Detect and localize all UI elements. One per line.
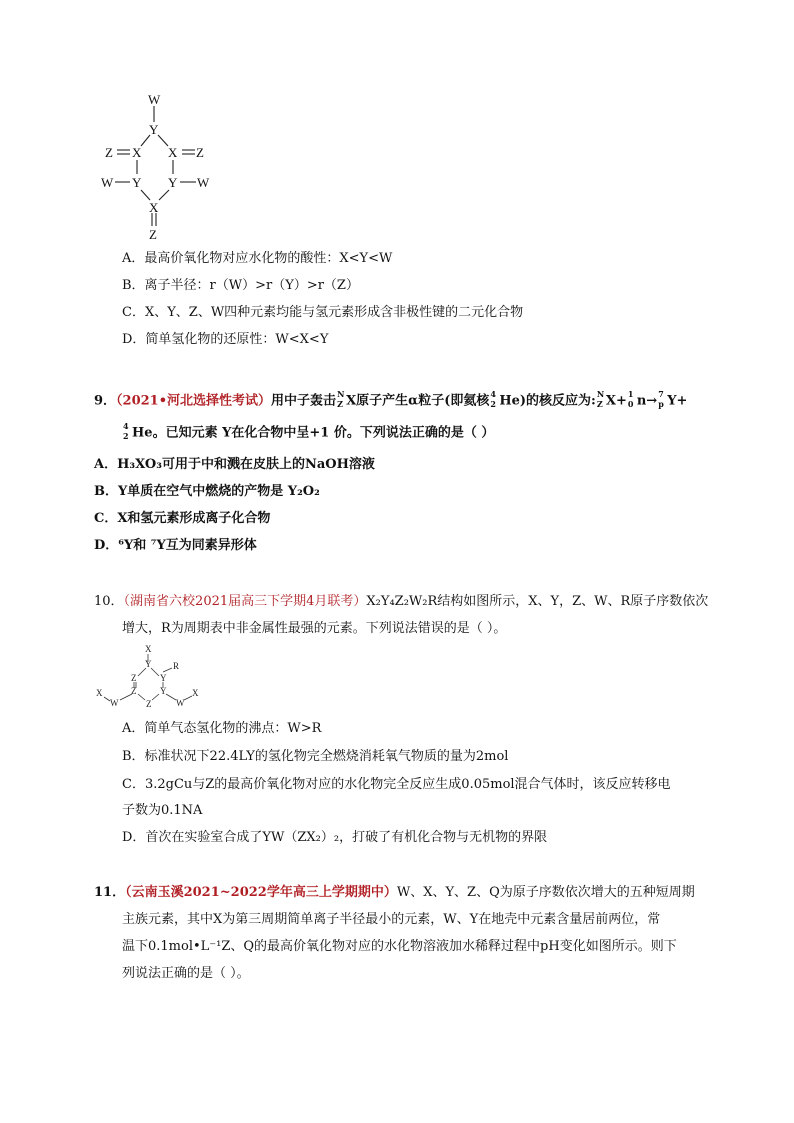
nuclide-atomic: p (658, 399, 664, 409)
struct2-atom-w-right: W (176, 698, 185, 708)
q9-stem-line1 (94, 389, 688, 411)
nuclide-atomic: 0 (627, 399, 634, 409)
q11-stem-line3: 温下0.1mol•L⁻¹Z、Q的最高价氧化物对应的水化物溶液加水稀释过程中pH变化如图所示。则下 (122, 939, 677, 954)
struct2-atom-y-top: Y (145, 659, 152, 669)
q11-stem-line4: 列说法正确的是（ ）。 (122, 966, 250, 981)
q9-number: 9． (94, 393, 117, 409)
q10-stem-line1 (94, 593, 708, 611)
q9-eq-symbol-1: X+ (605, 393, 627, 409)
q9-nuclide-x (336, 389, 346, 410)
struct1-atom-y-right: Y (168, 175, 178, 190)
q10-option-d: D．首次在实验室合成了YW（ZX₂）₂，打破了有机化合物与无机物的界限 (122, 830, 548, 845)
nuclide-mass: 7 (658, 389, 664, 399)
q9-text-b: 原子产生 (356, 393, 409, 409)
nuclide-atomic: Z (596, 399, 603, 409)
q9-nuclide-he (489, 389, 499, 410)
q9-text-d: )的核反应为: (519, 393, 596, 409)
struct1-atom-y-left: Y (132, 175, 142, 190)
q11-stem-line2: 主族元素，其中X为第三周期简单离子半径最小的元素，W、Y在地壳中元素含量居前两位，常 (122, 912, 661, 927)
q10-option-c: C．3.2gCu与Z的最高价氧化物对应的水化物完全反应生成0.05mol混合气体时，该反应转移电 (122, 777, 671, 792)
q10-option-b: B．标准状况下22.4LY的氢化物完全燃烧消耗氧气物质的量为2mol (122, 749, 509, 764)
nuclide-atomic: Z (337, 399, 343, 409)
q9-alpha: α (408, 393, 419, 409)
q9-eq-symbol-3: Y+ (667, 393, 688, 409)
q10-option-a: A．简单气态氢化物的沸点：W>R (122, 721, 322, 736)
q9-text-c: 粒子(即氦核 (418, 393, 490, 409)
q8-option-a: A．最高价氧化物对应水化物的酸性：X<Y<W (122, 251, 393, 266)
q8-option-d: D．简单氢化物的还原性：W<X<Y (122, 332, 329, 347)
structure-svg-2 (92, 644, 204, 710)
struct2-atom-x-top: X (145, 644, 152, 654)
struct2-atom-z-bottom: Z (146, 699, 152, 709)
q9-stem-line2 (122, 421, 495, 443)
struct1-atom-y-top: Y (149, 122, 159, 137)
q9-text-a: 用中子轰击 (271, 393, 337, 409)
struct2-atom-w-left: W (110, 698, 119, 708)
q10-number: 10． (94, 594, 124, 609)
q10-source: （湖南省六校2021届高三下学期4月联考） (123, 594, 367, 609)
struct1-atom-z-left: Z (105, 145, 113, 160)
structure-diagram-1 (95, 92, 225, 244)
q9-nuclide-he-symbol: He (499, 393, 520, 409)
q9-eq-symbol-4: He (132, 425, 153, 441)
q9-option-a: A．H₃XO₃可用于中和溅在皮肤上的NaOH溶液 (94, 457, 375, 472)
struct2-atom-x-left: X (96, 688, 103, 698)
struct1-atom-x-right: X (168, 145, 178, 160)
struct1-atom-w-right: W (197, 175, 210, 190)
q9-eq-nuclide-4 (122, 421, 132, 442)
nuclide-mass: N (337, 389, 345, 399)
struct2-atom-y-bottom-right: Y (160, 686, 167, 696)
struct1-atom-w-left: W (101, 175, 114, 190)
struct2-atom-z-mid: Z (131, 686, 137, 696)
q10-stem-line2: 增大，R为周期表中非金属性最强的元素。下列说法错误的是（ ）。 (122, 621, 507, 636)
q8-option-b: B．离子半径：r（W）>r（Y）>r（Z） (122, 278, 359, 293)
q10-text-1: 结构如图所示，X、Y，Z、W、R原子序数依次 (437, 594, 709, 609)
q10-option-c-cont: 子数为0.1NA (122, 803, 203, 818)
q9-eq-nuclide-2 (627, 389, 637, 410)
q9-option-b: B．Y单质在空气中燃烧的产物是 Y₂O₂ (94, 484, 320, 499)
struct2-atom-x-right: X (192, 688, 199, 698)
q11-source: （云南玉溪2021~2022学年高三上学期期中） (125, 885, 397, 900)
q11-line1: W、X、Y、Z、Q为原子序数依次增大的五种短周期 (396, 885, 695, 900)
nuclide-atomic: 2 (490, 399, 496, 409)
q9-source: （2021•河北选择性考试） (116, 393, 272, 409)
q10-formula: X₂Y₄Z₂W₂R (366, 594, 438, 609)
q8-option-c: C．X、Y、Z、W四种元素均能与氢元素形成含非极性键的二元化合物 (122, 305, 524, 320)
struct1-atom-z-bottom: Z (149, 227, 157, 242)
q9-text-2: 。已知元素 Y在化合物中呈+1 价。下列说法正确的是（ ） (152, 425, 495, 441)
struct1-atom-w-top: W (148, 92, 161, 107)
q11-stem-line1 (94, 884, 695, 902)
structure-diagram-2 (92, 644, 204, 710)
nuclide-mass: N (596, 389, 605, 399)
q9-option-c: C．X和氢元素形成离子化合物 (94, 511, 271, 526)
q9-option-d: D．⁶Y和 ⁷Y互为同素异形体 (94, 538, 257, 553)
struct1-atom-z-right: Z (196, 145, 204, 160)
struct2-atom-y-right: Y (160, 673, 167, 683)
structure-svg-1 (95, 92, 225, 244)
q9-eq-nuclide-1 (596, 389, 606, 410)
nuclide-mass: 4 (123, 421, 129, 431)
q9-nuclide-x-symbol: X (346, 393, 357, 409)
nuclide-atomic: 2 (123, 431, 129, 441)
struct1-atom-x-left: X (132, 145, 142, 160)
struct2-atom-z-left: Z (131, 673, 137, 683)
struct1-atom-x-bottom: X (149, 200, 159, 215)
q11-number: 11． (94, 885, 126, 900)
q9-eq-symbol-2: n→ (636, 393, 658, 409)
struct2-atom-r: R (173, 661, 180, 671)
q9-eq-nuclide-3 (657, 389, 667, 410)
nuclide-mass: 4 (490, 389, 496, 399)
nuclide-mass: 1 (627, 389, 634, 399)
